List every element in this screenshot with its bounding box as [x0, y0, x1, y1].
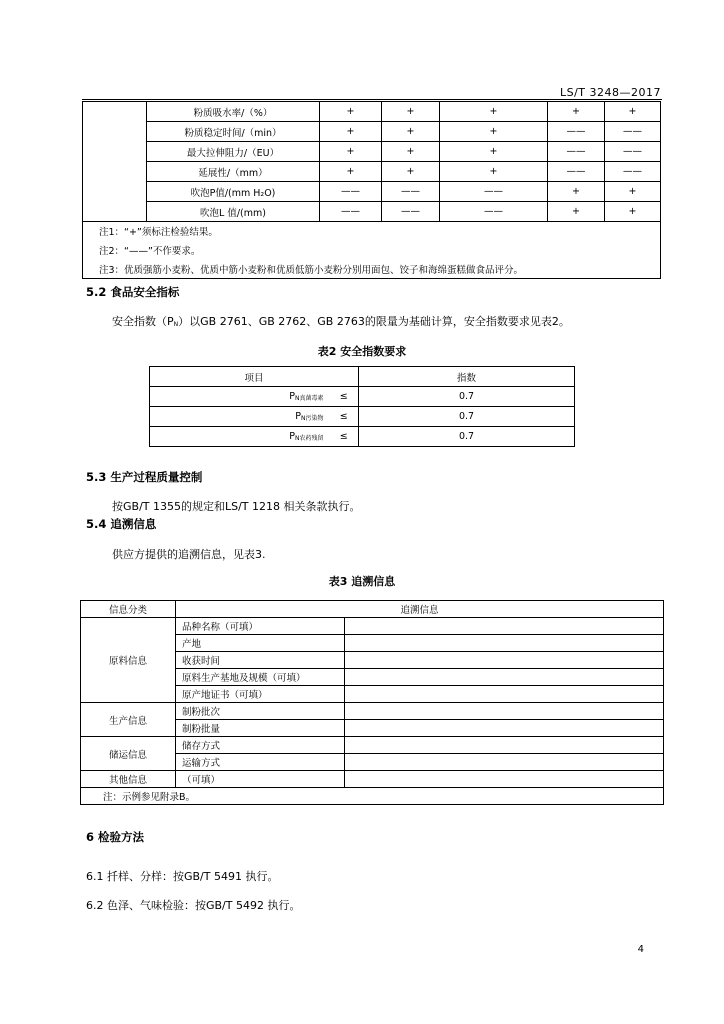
value-cell: + [440, 142, 548, 162]
column-header: 项目 [150, 367, 359, 387]
value-cell: —— [320, 182, 382, 202]
trace-item: 原产地证书（可填） [176, 686, 345, 703]
trace-item: （可填） [176, 771, 345, 788]
section-5-4-paragraph: 供应方提供的追溯信息，见表3. [112, 548, 266, 561]
index-value: 0.7 [359, 387, 575, 407]
section-5-3-paragraph: 按GB/T 1355的规定和LS/T 1218 相关条款执行。 [112, 500, 361, 513]
index-value: 0.7 [359, 407, 575, 427]
value-cell: + [440, 102, 548, 122]
item-cell: 粉质稳定时间/（min） [147, 122, 320, 142]
item-cell: 粉质吸水率/（%） [147, 102, 320, 122]
column-header: 追溯信息 [176, 601, 664, 618]
category-cell [83, 102, 147, 222]
table-row [150, 427, 575, 447]
category-cell: 储运信息 [81, 737, 176, 771]
column-header: 信息分类 [81, 601, 176, 618]
trace-item: 收获时间 [176, 652, 345, 669]
quality-index-table-continued [82, 101, 661, 279]
section-heading-5-2: 5.2 食品安全指标 [86, 285, 180, 299]
traceability-table [80, 600, 664, 805]
trace-item: 制粉批次 [176, 703, 345, 720]
trace-value [345, 669, 664, 686]
value-cell: + [320, 102, 382, 122]
table-note: 注3：优质强筋小麦粉、优质中筋小麦粉和优质低筋小麦粉分别用面包、饺子和海绵蛋糕做食品评分。 [83, 260, 661, 279]
table-note-row [83, 241, 661, 260]
index-item: $P_{N农药残留}$ [150, 427, 330, 447]
value-cell: —— [605, 122, 661, 142]
value-cell: + [320, 162, 382, 182]
safety-index-table [149, 366, 575, 447]
item-cell: 吹泡P值/(mm H₂O) [147, 182, 320, 202]
category-cell: 其他信息 [81, 771, 176, 788]
value-cell: —— [548, 142, 605, 162]
table2-caption: 表2 安全指数要求 [317, 345, 407, 358]
section-5-2-paragraph: 安全指数$(P_N)$以GB 2761、GB 2762、GB 2763的限量为基础计算，安全指数要求见表2。 [112, 315, 570, 328]
table-header-row [150, 367, 575, 387]
header-rule [82, 99, 662, 100]
operator-cell: ≤ [330, 407, 359, 427]
table-row [83, 142, 661, 162]
trace-value [345, 635, 664, 652]
value-cell: —— [320, 202, 382, 222]
trace-item: 原料生产基地及规模（可填） [176, 669, 345, 686]
value-cell: + [440, 122, 548, 142]
index-value: 0.7 [359, 427, 575, 447]
trace-value [345, 754, 664, 771]
table-row [83, 122, 661, 142]
value-cell: —— [382, 182, 440, 202]
table-row [150, 387, 575, 407]
table-row [150, 407, 575, 427]
standard-number: LS/T 3248—2017 [559, 86, 661, 99]
trace-item: 储存方式 [176, 737, 345, 754]
value-cell: + [605, 202, 661, 222]
value-cell: —— [548, 122, 605, 142]
item-cell: 延展性/（mm） [147, 162, 320, 182]
page-number: 4 [637, 944, 644, 955]
value-cell: + [548, 182, 605, 202]
value-cell: + [605, 182, 661, 202]
trace-item: 品种名称（可填） [176, 618, 345, 635]
table-row [83, 202, 661, 222]
trace-item: 运输方式 [176, 754, 345, 771]
value-cell: + [320, 122, 382, 142]
operator-cell: ≤ [330, 387, 359, 407]
value-cell: + [382, 102, 440, 122]
value-cell: + [382, 122, 440, 142]
table3-caption: 表3 追溯信息 [328, 575, 396, 588]
category-cell: 生产信息 [81, 703, 176, 737]
table-row [83, 162, 661, 182]
item-cell: 最大拉伸阻力/（EU） [147, 142, 320, 162]
section-heading-6: 6 检验方法 [86, 830, 145, 844]
table-note: 注：示例参见附录B。 [81, 788, 664, 805]
item-cell: 吹泡L 值/(mm) [147, 202, 320, 222]
trace-item: 制粉批量 [176, 720, 345, 737]
section-heading-5-4: 5.4 追溯信息 [86, 517, 157, 531]
section-6-1: 6.1 扦样、分样：按GB/T 5491 执行。 [86, 870, 279, 883]
value-cell: —— [440, 202, 548, 222]
table-note: 注1：“+”须标注检验结果。 [83, 222, 661, 241]
category-cell: 原料信息 [81, 618, 176, 703]
value-cell: —— [440, 182, 548, 202]
value-cell: + [320, 142, 382, 162]
table-row [81, 771, 664, 788]
table-note-row [81, 788, 664, 805]
value-cell: —— [605, 162, 661, 182]
table-note: 注2：“——”不作要求。 [83, 241, 661, 260]
table-row [83, 182, 661, 202]
trace-item: 产地 [176, 635, 345, 652]
table-header-row [81, 601, 664, 618]
value-cell: —— [548, 162, 605, 182]
index-item: $P_{N真菌毒素}$ [150, 387, 330, 407]
value-cell: + [440, 162, 548, 182]
trace-value [345, 686, 664, 703]
trace-value [345, 720, 664, 737]
index-item: $P_{N污染物}$ [150, 407, 330, 427]
value-cell: + [382, 142, 440, 162]
table-note-row [83, 222, 661, 241]
table-row [81, 703, 664, 720]
table-row [81, 618, 664, 635]
table-row [83, 102, 661, 122]
section-heading-5-3: 5.3 生产过程质量控制 [86, 470, 203, 484]
value-cell: + [548, 202, 605, 222]
value-cell: —— [382, 202, 440, 222]
table-row [81, 737, 664, 754]
trace-value [345, 737, 664, 754]
operator-cell: ≤ [330, 427, 359, 447]
column-header: 指数 [359, 367, 575, 387]
table-note-row [83, 260, 661, 279]
value-cell: —— [605, 142, 661, 162]
trace-value [345, 652, 664, 669]
value-cell: + [382, 162, 440, 182]
section-6-2: 6.2 色泽、气味检验：按GB/T 5492 执行。 [86, 899, 301, 912]
trace-value [345, 618, 664, 635]
trace-value [345, 771, 664, 788]
value-cell: + [605, 102, 661, 122]
value-cell: + [548, 102, 605, 122]
trace-value [345, 703, 664, 720]
